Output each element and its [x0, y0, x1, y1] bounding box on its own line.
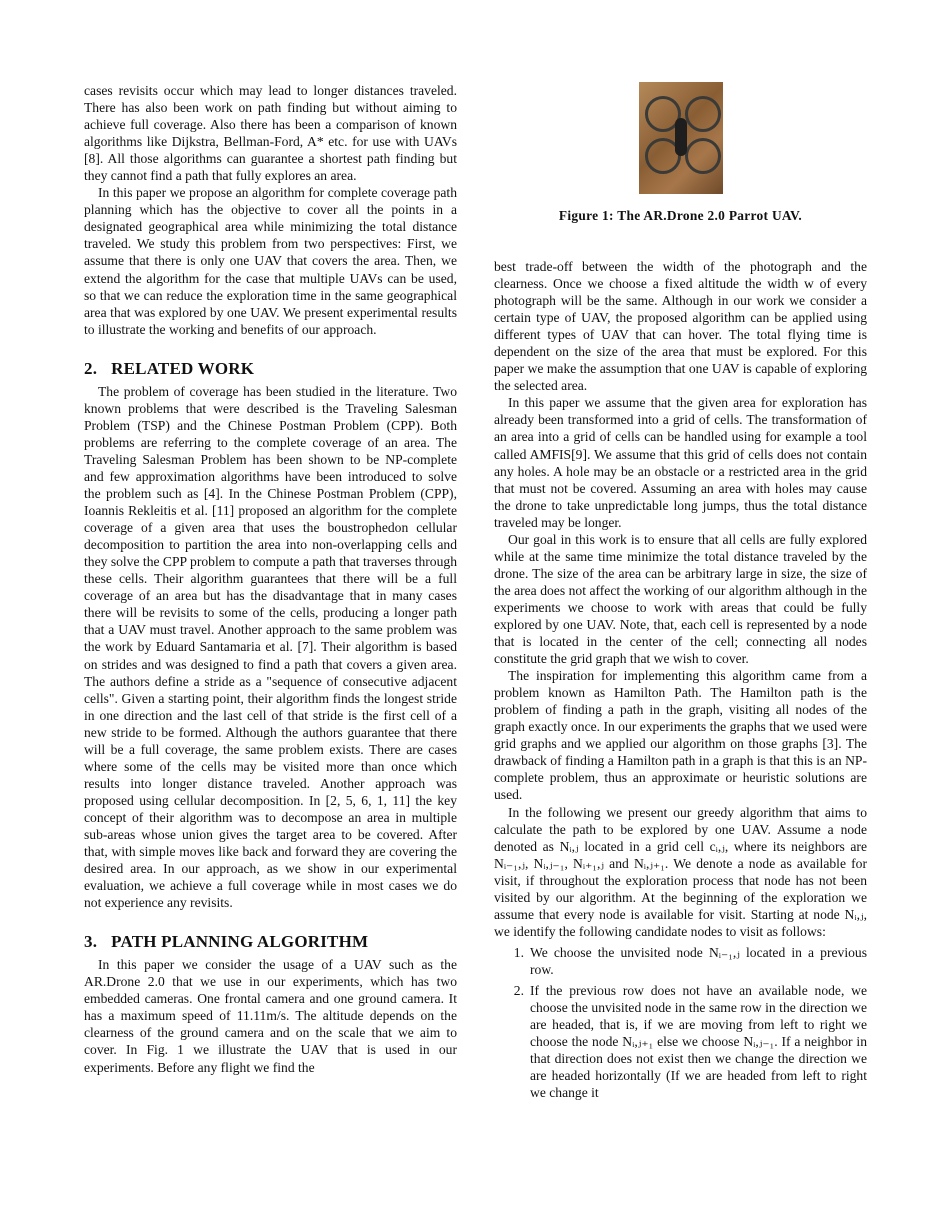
drone-photo: [639, 82, 723, 194]
right-column: [494, 258, 867, 1105]
paragraph: In this paper we consider the usage of a UAV such as the AR.Drone 2.0 that we use in our experiments, which has two embedded cameras. One frontal camera and one ground camera. It has a maximum speed of 11.11m/s. The altitude depends on the clearness of the ground camera and on the scale that we aim to cover. In Fig. 1 we illustrate the UAV that is used in our experiments. Before any flight we find the: [84, 957, 457, 1075]
figure-caption: Figure 1: The AR.Drone 2.0 Parrot UAV.: [558, 208, 803, 223]
figure-1: [494, 82, 867, 224]
paragraph: In this paper we assume that the given area for exploration has already been transformed into a grid of cells. The transformation of an area into a grid of cells can be handled using for example a tool called AMFIS[9]. We assume that this grid of cells does not contain any holes. A hole may be an obstacle or a restricted area in the grid that must not be covered. Assuming an area with holes may cause the drone to take unpredictable long jumps, thus the total distance traveled may be longer.: [494, 395, 867, 530]
list-item: [494, 982, 867, 1101]
section-number: 2.: [84, 358, 98, 378]
paragraph: cases revisits occur which may lead to longer distances traveled. There has also been work on path finding but without aiming to achieve full coverage. Also there has been a comparison of known algorithms like Dijkstra, Bellman-Ford, A* etc. for use with UAVs [8]. All those algorithms can guarantee a shortest path finding but they cannot find a path that fully explores an area.: [84, 83, 457, 184]
list-item: [494, 944, 867, 978]
paragraph: The inspiration for implementing this algorithm came from a problem known as Hamilton Path. The Hamilton path is the problem of finding a path in the graph, visiting all nodes of the graph exactly once. In our experiments the graphs that we used were grid graphs and we applied our algorithm on those graphs [3]. The drawback of finding a Hamilton path in a graph is that this is an NP-complete problem, thus an approximate or heuristic solutions are used.: [494, 668, 867, 803]
paragraph: Our goal in this work is to ensure that all cells are fully explored while at the same time minimize the total distance traveled by the drone. The size of the area can be arbitrary large in size, the size of the area does not affect the working of our algorithm although in the experiments we choose to work with areas that could be fully explored by one UAV. Note, that, each cell is represented by a node that is located in the center of the cell; connecting all nodes constitute the grid graph that we wish to cover.: [494, 531, 867, 667]
list-text: If the previous row does not have an available node, we choose the unvisited node in the same row in the direction we are headed, that is, if we are moving from left to right we choose the node Nᵢ,ⱼ₊₁ else we choose Nᵢ,ⱼ₋₁. If a neighbor in that direction does not exist then we change the direction we are headed horizontally (If we are headed from left to right we change it: [530, 982, 867, 1101]
list-number: 1.: [513, 944, 524, 960]
section-heading-path-planning: [84, 933, 457, 950]
section-title: PATH PLANNING ALGORITHM: [111, 932, 369, 952]
list-text: We choose the unvisited node Nᵢ₋₁,ⱼ located in a previous row.: [530, 944, 867, 977]
paragraph: The problem of coverage has been studied in the literature. Two known problems that were described is the Traveling Salesman Problem (TSP) and the Chinese Postman Problem (CPP). Both problems are referring to the complete coverage of an area. The Traveling Salesman Problem has been shown to be NP-complete and few approximation algorithms have been introduced to solve the problem such as [4]. In the Chinese Postman Problem (CPP), Ioannis Rekleitis et al. [11] proposed an algorithm for the complete coverage of a given area that uses the boustrophedon cellular decomposition to partition the area into non-overlapping cells and they solve the CPP problem to compute a path that traverses through these cells. Their algorithm guarantees that there will be a full coverage of an area but has the disadvantage that in many cases there will be revisits to some of the cells, producing a longer path that a UAV must travel. Another approach to the same problem was the work by Eduard Santamaria et al. [7]. Their algorithm is based on strides and was designed to find a path that covers a given area. The authors define a stride as a "sequence of consecutive adjacent cells". Given a starting point, their algorithm finds the longest stride in one direction and the last cell of that stride is the first cell of a new stride to be formed. Although the authors guarantee that there will be a full coverage, the same problem exists. There are cases where some of the cells may be visited more than once which results into longer distance traveled. Another approach was proposed using cellular decomposition. In [2, 5, 6, 1, 11] the key concept of their algorithm was to decompose an area in multiple sub-areas whose union gives the target area to be covered. After that, with simple moves like back and forward they are covering the desired area. In our approach, as we show in our experimental evaluation, we achieve a full coverage while in most cases we do not experience any revisits.: [84, 383, 457, 911]
section-number: 3.: [84, 932, 98, 952]
list-number: 2.: [513, 982, 524, 998]
section-title: RELATED WORK: [111, 358, 255, 378]
paragraph: In the following we present our greedy algorithm that aims to calculate the path to be explored by one UAV. Assume a node denoted as Nᵢ,ⱼ located in a grid cell cᵢ,ⱼ, where its neighbors are Nᵢ₋₁,ⱼ, Nᵢ,ⱼ₋₁, Nᵢ₊₁,ⱼ and Nᵢ,ⱼ₊₁. We denote a node as available for visit, if throughout the exploration process that node has not been visited by our algorithm. At the beginning of the exploration we assume that every node is available for visit. Starting at node Nᵢ,ⱼ, we identify the following candidate nodes to visit as follows:: [494, 804, 867, 939]
paragraph: best trade-off between the width of the photograph and the clearness. Once we choose a fixed altitude the width w of every photograph will be the same. Although in our work we consider a certain type of UAV, the proposed algorithm can be applied using different types of UAV that can hover. The total flying time is dependent on the size of the area that must be explored. For this paper we make the assumption that one UAV is capable of exploring the selected area.: [494, 259, 867, 394]
paragraph: In this paper we propose an algorithm for complete coverage path planning which has the objective to cover all the points in a designated geographical area while minimizing the total distance traveled. We study this problem from two perspectives: First, we assume that there is only one UAV that covers the area. Then, we extend the algorithm for the case that multiple UAVs can be used, so that we can reduce the exploration time in the same geographical area that was explored by one UAV. We present experimental results to illustrate the working and benefits of our approach.: [84, 185, 457, 337]
section-heading-related-work: [84, 360, 457, 377]
candidate-node-list: [494, 944, 867, 1101]
left-column: [84, 82, 457, 1076]
